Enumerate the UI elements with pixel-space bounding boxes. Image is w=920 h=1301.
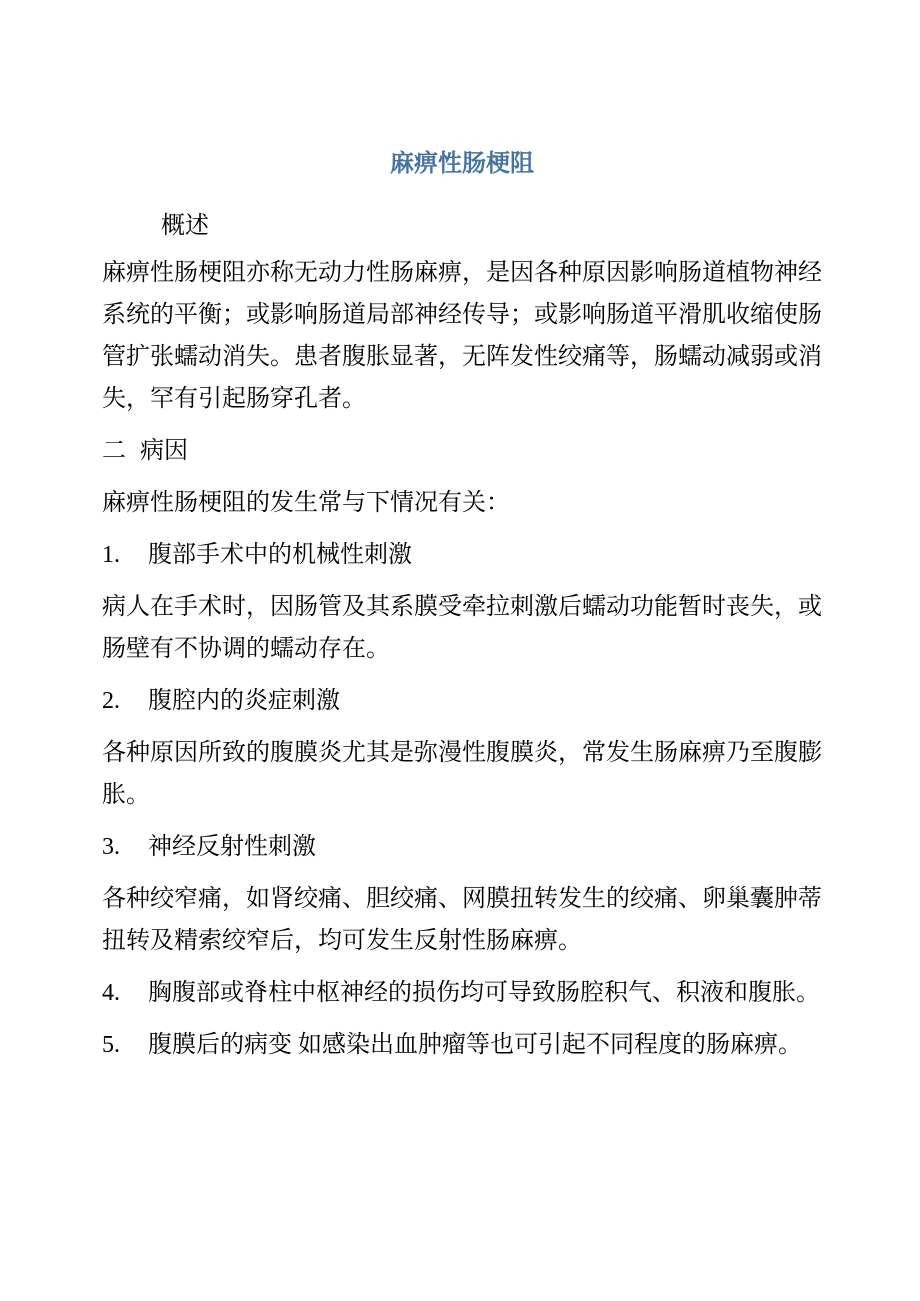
etiology-item-1-body: 病人在手术时，因肠管及其系膜受牵拉刺激后蠕动功能暂时丧失，或肠壁有不协调的蠕动存在。 bbox=[102, 594, 822, 662]
etiology-item-1-heading bbox=[102, 534, 822, 576]
etiology-item-1-marker: 1. bbox=[102, 542, 120, 568]
etiology-item-3-heading bbox=[102, 826, 822, 868]
etiology-item-4-marker: 4. bbox=[102, 980, 120, 1006]
etiology-item-5 bbox=[102, 1024, 822, 1066]
etiology-item-1-label: 腹部手术中的机械性刺激 bbox=[148, 542, 412, 568]
overview-heading: 概述 bbox=[161, 213, 209, 239]
etiology-item-3-marker: 3. bbox=[102, 834, 120, 860]
etiology-item-4-label: 胸腹部或脊柱中枢神经的损伤均可导致肠腔积气、积液和腹胀。 bbox=[148, 980, 820, 1006]
etiology-item-2-label: 腹腔内的炎症刺激 bbox=[148, 688, 340, 714]
etiology-item-2-body: 各种原因所致的腹膜炎尤其是弥漫性腹膜炎，常发生肠麻痹乃至腹膨胀。 bbox=[102, 740, 822, 808]
document-title: 麻痹性肠梗阻 bbox=[390, 151, 534, 177]
etiology-item-5-label: 腹膜后的病变 如感染出血肿瘤等也可引起不同程度的肠麻痹。 bbox=[148, 1032, 802, 1058]
etiology-item-3-body: 各种绞窄痛，如肾绞痛、胆绞痛、网膜扭转发生的绞痛、卵巢囊肿蒂扭转及精索绞窄后，均可发生反射性肠麻痹。 bbox=[102, 886, 822, 954]
overview-paragraph: 麻痹性肠梗阻亦称无动力性肠麻痹，是因各种原因影响肠道植物神经系统的平衡；或影响肠道局部神经传导；或影响肠道平滑肌收缩使肠管扩张蠕动消失。患者腹胀显著，无阵发性绞痛等，肠蠕动减弱或消失，罕有引起肠穿孔者。 bbox=[102, 260, 822, 412]
etiology-item-2-heading bbox=[102, 680, 822, 722]
etiology-section-marker: 二 bbox=[102, 438, 126, 464]
etiology-item-2-marker: 2. bbox=[102, 688, 120, 714]
etiology-item-4 bbox=[102, 972, 822, 1014]
etiology-section-heading bbox=[102, 430, 822, 472]
etiology-item-5-marker: 5. bbox=[102, 1032, 120, 1058]
etiology-intro: 麻痹性肠梗阻的发生常与下情况有关： bbox=[102, 490, 510, 516]
etiology-section-label: 病因 bbox=[140, 438, 188, 464]
etiology-item-3-label: 神经反射性刺激 bbox=[148, 834, 316, 860]
